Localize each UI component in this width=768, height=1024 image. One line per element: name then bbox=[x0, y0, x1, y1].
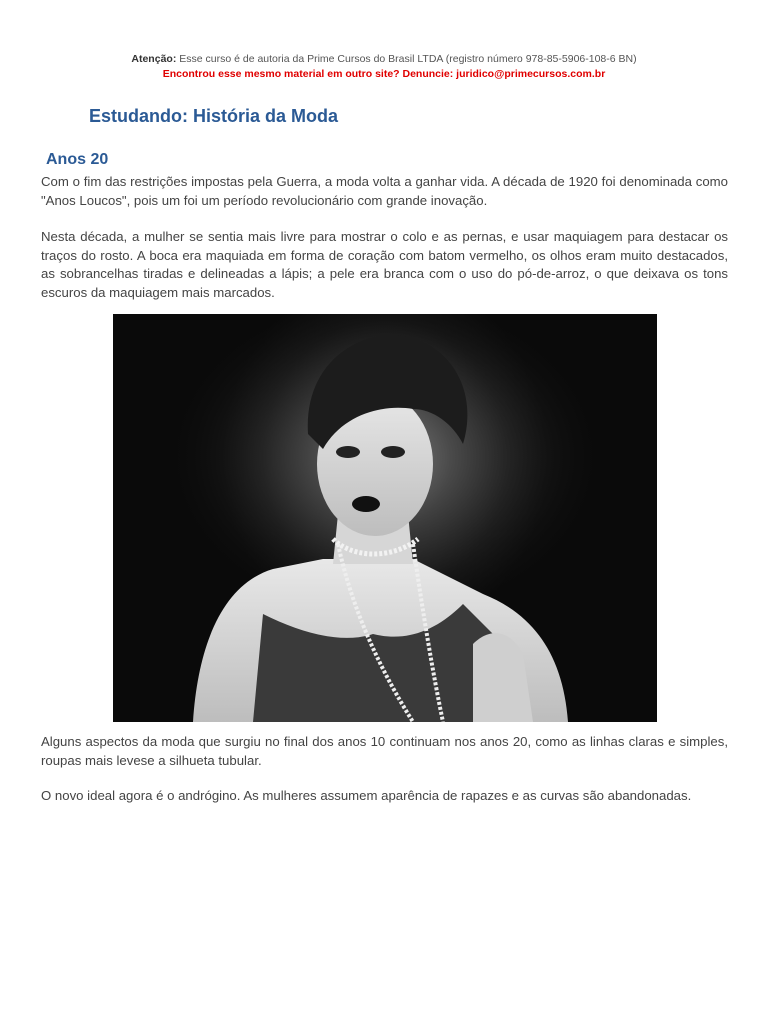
page-title: Estudando: História da Moda bbox=[89, 106, 339, 126]
paragraph-aspects: Alguns aspectos da moda que surgiu no final dos anos 10 continuam nos anos 20, como as linhas claras e simples, roupas mais levese a silhueta tubular. bbox=[41, 734, 728, 768]
copyright-notice bbox=[0, 52, 768, 82]
authorship-text: Esse curso é de autoria da Prime Cursos do Brasil LTDA (registro número 978-85-5906-108-6 BN) bbox=[176, 53, 637, 65]
paragraph-makeup: Nesta década, a mulher se sentia mais livre para mostrar o colo e as pernas, e usar maquiagem para destacar os traços do rosto. A boca era maquiada em forma de coração com batom vermelho, os olhos eram muito destacados, as sobrancelhas tiradas e delineadas a lápis; a pele era branca com o uso do pó-de-arroz, o que deixava os tons escuros da maquiagem mais marcados. bbox=[41, 229, 728, 300]
authorship-line bbox=[0, 52, 768, 67]
section-heading: Anos 20 bbox=[46, 151, 109, 168]
paragraph-intro: Com o fim das restrições impostas pela Guerra, a moda volta a ganhar vida. A década de 1920 foi denominada como "Anos Loucos", pois um foi um período revolucionário com grande inovação. bbox=[41, 174, 728, 208]
flapper-portrait-image bbox=[113, 314, 657, 722]
attention-label: Atenção: bbox=[131, 53, 177, 65]
report-line: Encontrou esse mesmo material em outro site? Denuncie: juridico@primecursos.com.br bbox=[162, 68, 606, 80]
paragraph-androgynous: O novo ideal agora é o andrógino. As mulheres assumem aparência de rapazes e as curvas são abandonadas. bbox=[41, 788, 692, 803]
portrait-illustration bbox=[113, 314, 657, 722]
